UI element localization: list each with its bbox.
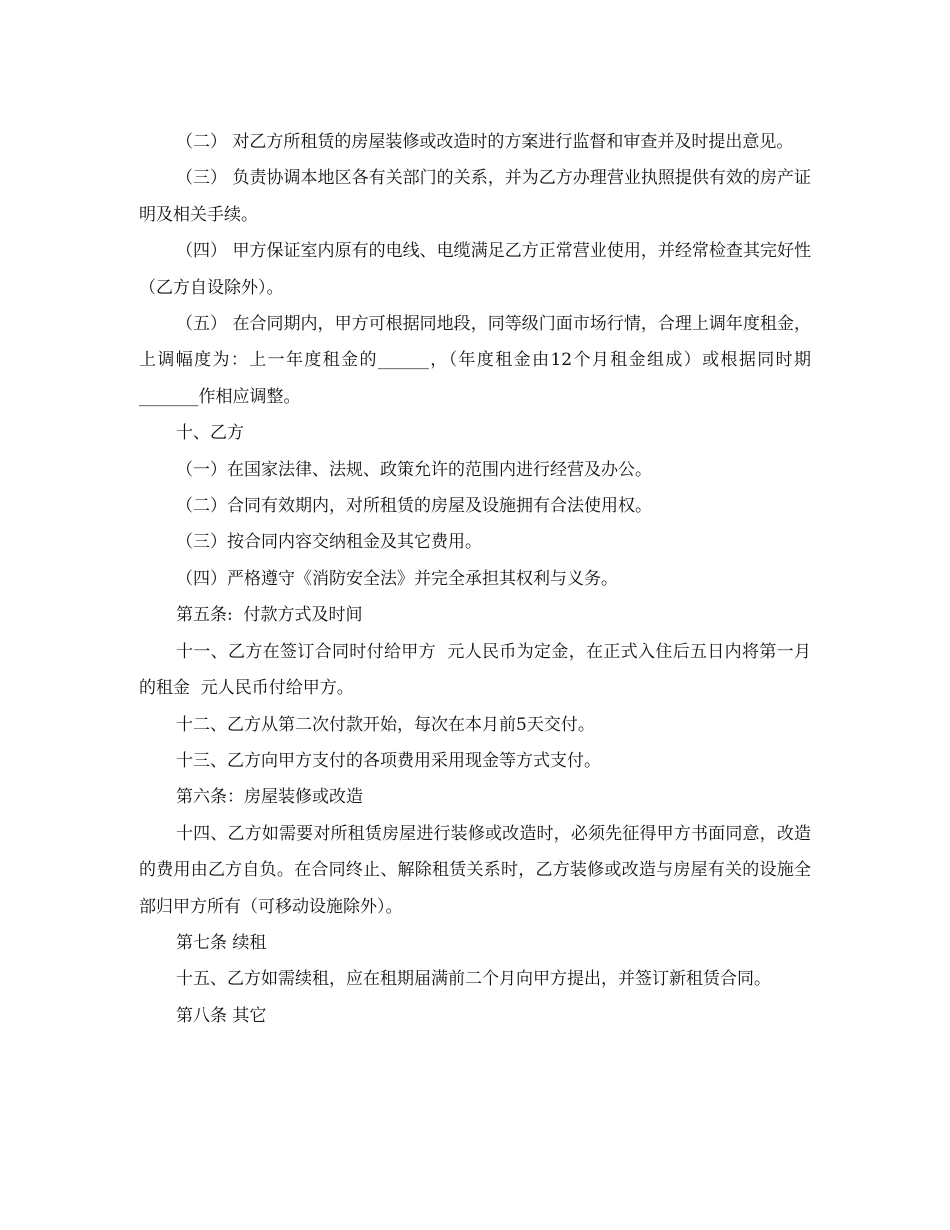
clause-4-wiring-guarantee: （四） 甲方保证室内原有的电线、电缆满足乙方正常营业使用，并经常检查其完好性（乙方自设除外）。 (139, 241, 811, 298)
clause-15-renewal: 十五、乙方如需续租，应在租期届满前二个月向甲方提出，并签订新租赁合同。 (176, 969, 771, 990)
article-6-heading: 第六条：房屋装修或改造 (176, 787, 363, 808)
party-b-item-3: （三）按合同内容交纳租金及其它费用。 (176, 532, 482, 553)
article-7-heading: 第七条 续租 (176, 932, 267, 953)
clause-5-rent-adjustment: （五） 在合同期内，甲方可根据同地段，同等级门面市场行情，合理上调年度租金，上调幅度为：上一年度租金的______，（年度租金由12个月租金组成）或根据同时期_______作相应调整。 (139, 314, 811, 407)
clause-12-payment-schedule: 十二、乙方从第二次付款开始，每次在本月前5天交付。 (176, 714, 595, 735)
clause-2-supervise-renovation: （二） 对乙方所租赁的房屋装修或改造时的方案进行监督和审查并及时提出意见。 (176, 132, 794, 152)
party-b-item-4: （四）严格遵守《消防安全法》并完全承担其权利与义务。 (176, 568, 618, 589)
clause-14-renovation: 十四、乙方如需要对所租赁房屋进行装修或改造时，必须先征得甲方书面同意，改造的费用由乙方自负。在合同终止、解除租赁关系时，乙方装修或改造与房屋有关的设施全部归甲方所有（可移动设施除外）。 (139, 823, 811, 917)
clause-13-payment-method: 十三、乙方向甲方支付的各项费用采用现金等方式支付。 (176, 750, 601, 771)
article-5-heading: 第五条: 付款方式及时间 (176, 605, 363, 626)
document-body (139, 124, 811, 1034)
section-10-party-b-heading: 十、乙方 (176, 423, 244, 444)
article-8-heading: 第八条 其它 (176, 1005, 267, 1026)
clause-11-deposit: 十一、乙方在签订合同时付给甲方 元人民币为定金，在正式入住后五日内将第一月的租金 元人民币付给甲方。 (139, 641, 811, 699)
clause-3-coordinate-departments: （三） 负责协调本地区各有关部门的关系，并为乙方办理营业执照提供有效的房产证明及相关手续。 (139, 168, 811, 225)
party-b-item-1: （一）在国家法律、法规、政策允许的范围内进行经营及办公。 (176, 459, 652, 480)
party-b-item-2: （二）合同有效期内，对所租赁的房屋及设施拥有合法使用权。 (176, 496, 652, 517)
